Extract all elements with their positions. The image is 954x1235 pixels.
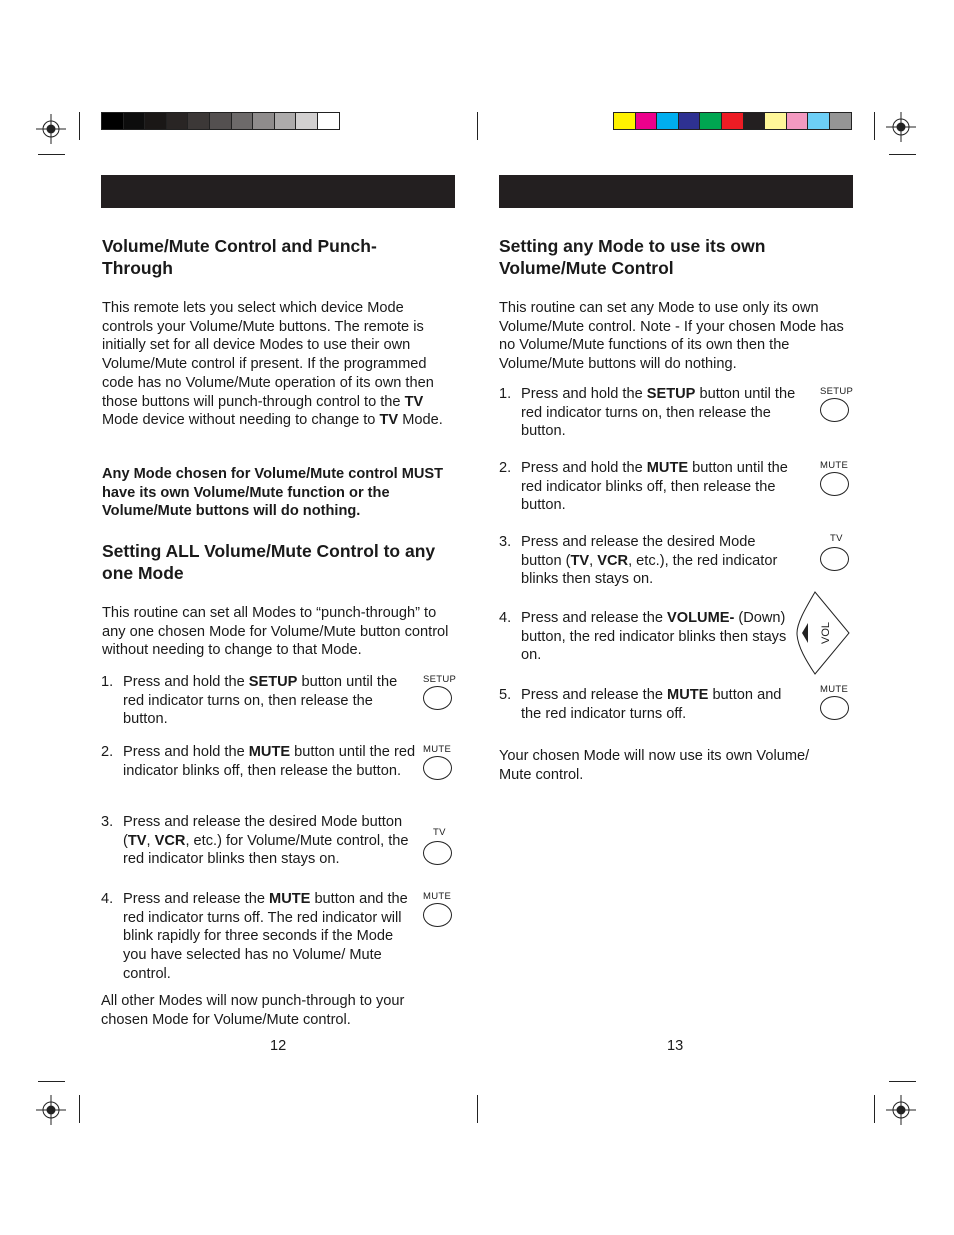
button-label: TV xyxy=(830,533,843,544)
color-swatch xyxy=(295,112,318,130)
crop-mark xyxy=(477,1095,478,1123)
step-number: 4. xyxy=(101,891,114,907)
button-label: MUTE xyxy=(423,891,452,902)
button-oval xyxy=(423,686,452,710)
color-swatch xyxy=(743,112,766,130)
color-swatch xyxy=(231,112,254,130)
left-warning: Any Mode chosen for Volume/Mute control MUST have its own Volume/Mute function or the Volume/Mute buttons will do nothing. xyxy=(102,466,444,520)
step-text: Press and hold the MUTE button until the red indicator blinks off, then release the button. xyxy=(123,744,416,779)
right-heading: Setting any Mode to use its own Volume/Mute Control xyxy=(499,236,766,278)
button-oval xyxy=(820,472,849,496)
right-page-number: 13 xyxy=(667,1038,684,1054)
color-swatch xyxy=(187,112,210,130)
left-intro: This remote lets you select which device Mode controls your Volume/Mute buttons. The remote is initially set for all device Modes to use their own Volume/Mute control if present. If the programmed code has no Volume/Mute operation of its own then those buttons will punch-through control to the TV Mode device without needing to change to TV Mode. xyxy=(102,300,443,429)
step-text: Press and hold the MUTE button until the red indicator blinks off, then release the button. xyxy=(521,460,788,514)
crop-mark xyxy=(477,112,478,140)
color-swatch xyxy=(144,112,167,130)
crop-mark xyxy=(38,1081,65,1082)
button-label: TV xyxy=(433,827,446,838)
color-swatch xyxy=(252,112,275,130)
step-text: Press and release the MUTE button and the red indicator turns off. The red indicator will blink rapidly for three seconds if the Mode you have selected has no Volume/ Mute control. xyxy=(123,891,408,982)
step-number: 3. xyxy=(499,534,512,550)
step-number: 1. xyxy=(101,674,114,690)
color-swatch xyxy=(613,112,636,130)
color-swatch xyxy=(829,112,852,130)
color-swatch xyxy=(721,112,744,130)
button-oval xyxy=(820,696,849,720)
svg-text:VOL: VOL xyxy=(819,621,832,645)
color-swatch xyxy=(166,112,189,130)
step-text: Press and hold the SETUP button until the red indicator turns on, then release the button. xyxy=(123,674,398,728)
step-text: Press and hold the SETUP button until the red indicator turns on, then release the button. xyxy=(521,386,796,440)
left-subheading: Setting ALL Volume/Mute Control to any one Mode xyxy=(102,541,436,583)
step-number: 1. xyxy=(499,386,512,402)
crop-mark xyxy=(874,1095,875,1123)
step-number: 4. xyxy=(499,610,512,626)
crop-mark xyxy=(38,154,65,155)
button-label: SETUP xyxy=(820,386,854,397)
button-label: MUTE xyxy=(820,460,849,471)
color-swatch xyxy=(807,112,830,130)
crop-mark xyxy=(874,112,875,140)
step-text: Press and release the MUTE button and the red indicator turns off. xyxy=(521,687,782,722)
right-intro: This routine can set any Mode to use only its own Volume/Mute control. Note - If your chosen Mode has no Volume/Mute functions of its own then the Volume/Mute buttons will do nothing. xyxy=(499,300,844,373)
step-number: 2. xyxy=(499,460,512,476)
color-swatch xyxy=(274,112,297,130)
registration-mark-icon xyxy=(886,112,916,142)
button-label: MUTE xyxy=(820,684,849,695)
right-closing: Your chosen Mode will now use its own Volume/ Mute control. xyxy=(499,748,810,783)
crop-mark xyxy=(79,112,80,140)
registration-mark-icon xyxy=(36,1095,66,1125)
left-page-number: 12 xyxy=(270,1038,287,1054)
left-header-bar xyxy=(101,175,455,208)
button-oval xyxy=(423,756,452,780)
button-oval xyxy=(423,903,452,927)
color-swatch xyxy=(317,112,340,130)
step-number: 5. xyxy=(499,687,512,703)
step-number: 2. xyxy=(101,744,114,760)
button-oval xyxy=(423,841,452,865)
crop-mark xyxy=(889,1081,916,1082)
right-header-bar xyxy=(499,175,853,208)
color-swatch xyxy=(764,112,787,130)
step-text: Press and release the VOLUME- (Down) button, the red indicator blinks then stays on. xyxy=(521,610,787,664)
left-closing: All other Modes will now punch-through to your chosen Mode for Volume/Mute control. xyxy=(101,993,405,1028)
step-text: Press and release the desired Mode button (TV, VCR, etc.), the red indicator blinks then stays on. xyxy=(521,534,778,588)
color-swatch xyxy=(699,112,722,130)
button-label: MUTE xyxy=(423,744,452,755)
color-swatch xyxy=(656,112,679,130)
crop-mark xyxy=(889,154,916,155)
registration-mark-icon xyxy=(36,114,66,144)
button-oval xyxy=(820,398,849,422)
color-swatch xyxy=(635,112,658,130)
left-heading: Volume/Mute Control and Punch-Through xyxy=(102,236,377,278)
color-swatch xyxy=(123,112,146,130)
left-routine-intro: This routine can set all Modes to “punch-through” to any one chosen Mode for Volume/Mute button control without needing to change to that Mode. xyxy=(102,605,449,659)
color-swatch xyxy=(786,112,809,130)
button-oval xyxy=(820,547,849,571)
step-text: Press and release the desired Mode button (TV, VCR, etc.) for Volume/Mute control, the red indicator blinks then stays on. xyxy=(123,814,409,868)
step-number: 3. xyxy=(101,814,114,830)
color-swatch xyxy=(101,112,124,130)
crop-mark xyxy=(79,1095,80,1123)
button-label: SETUP xyxy=(423,674,457,685)
volume-down-button-icon xyxy=(793,590,851,681)
registration-mark-icon xyxy=(886,1095,916,1125)
color-swatch xyxy=(209,112,232,130)
color-swatch xyxy=(678,112,701,130)
